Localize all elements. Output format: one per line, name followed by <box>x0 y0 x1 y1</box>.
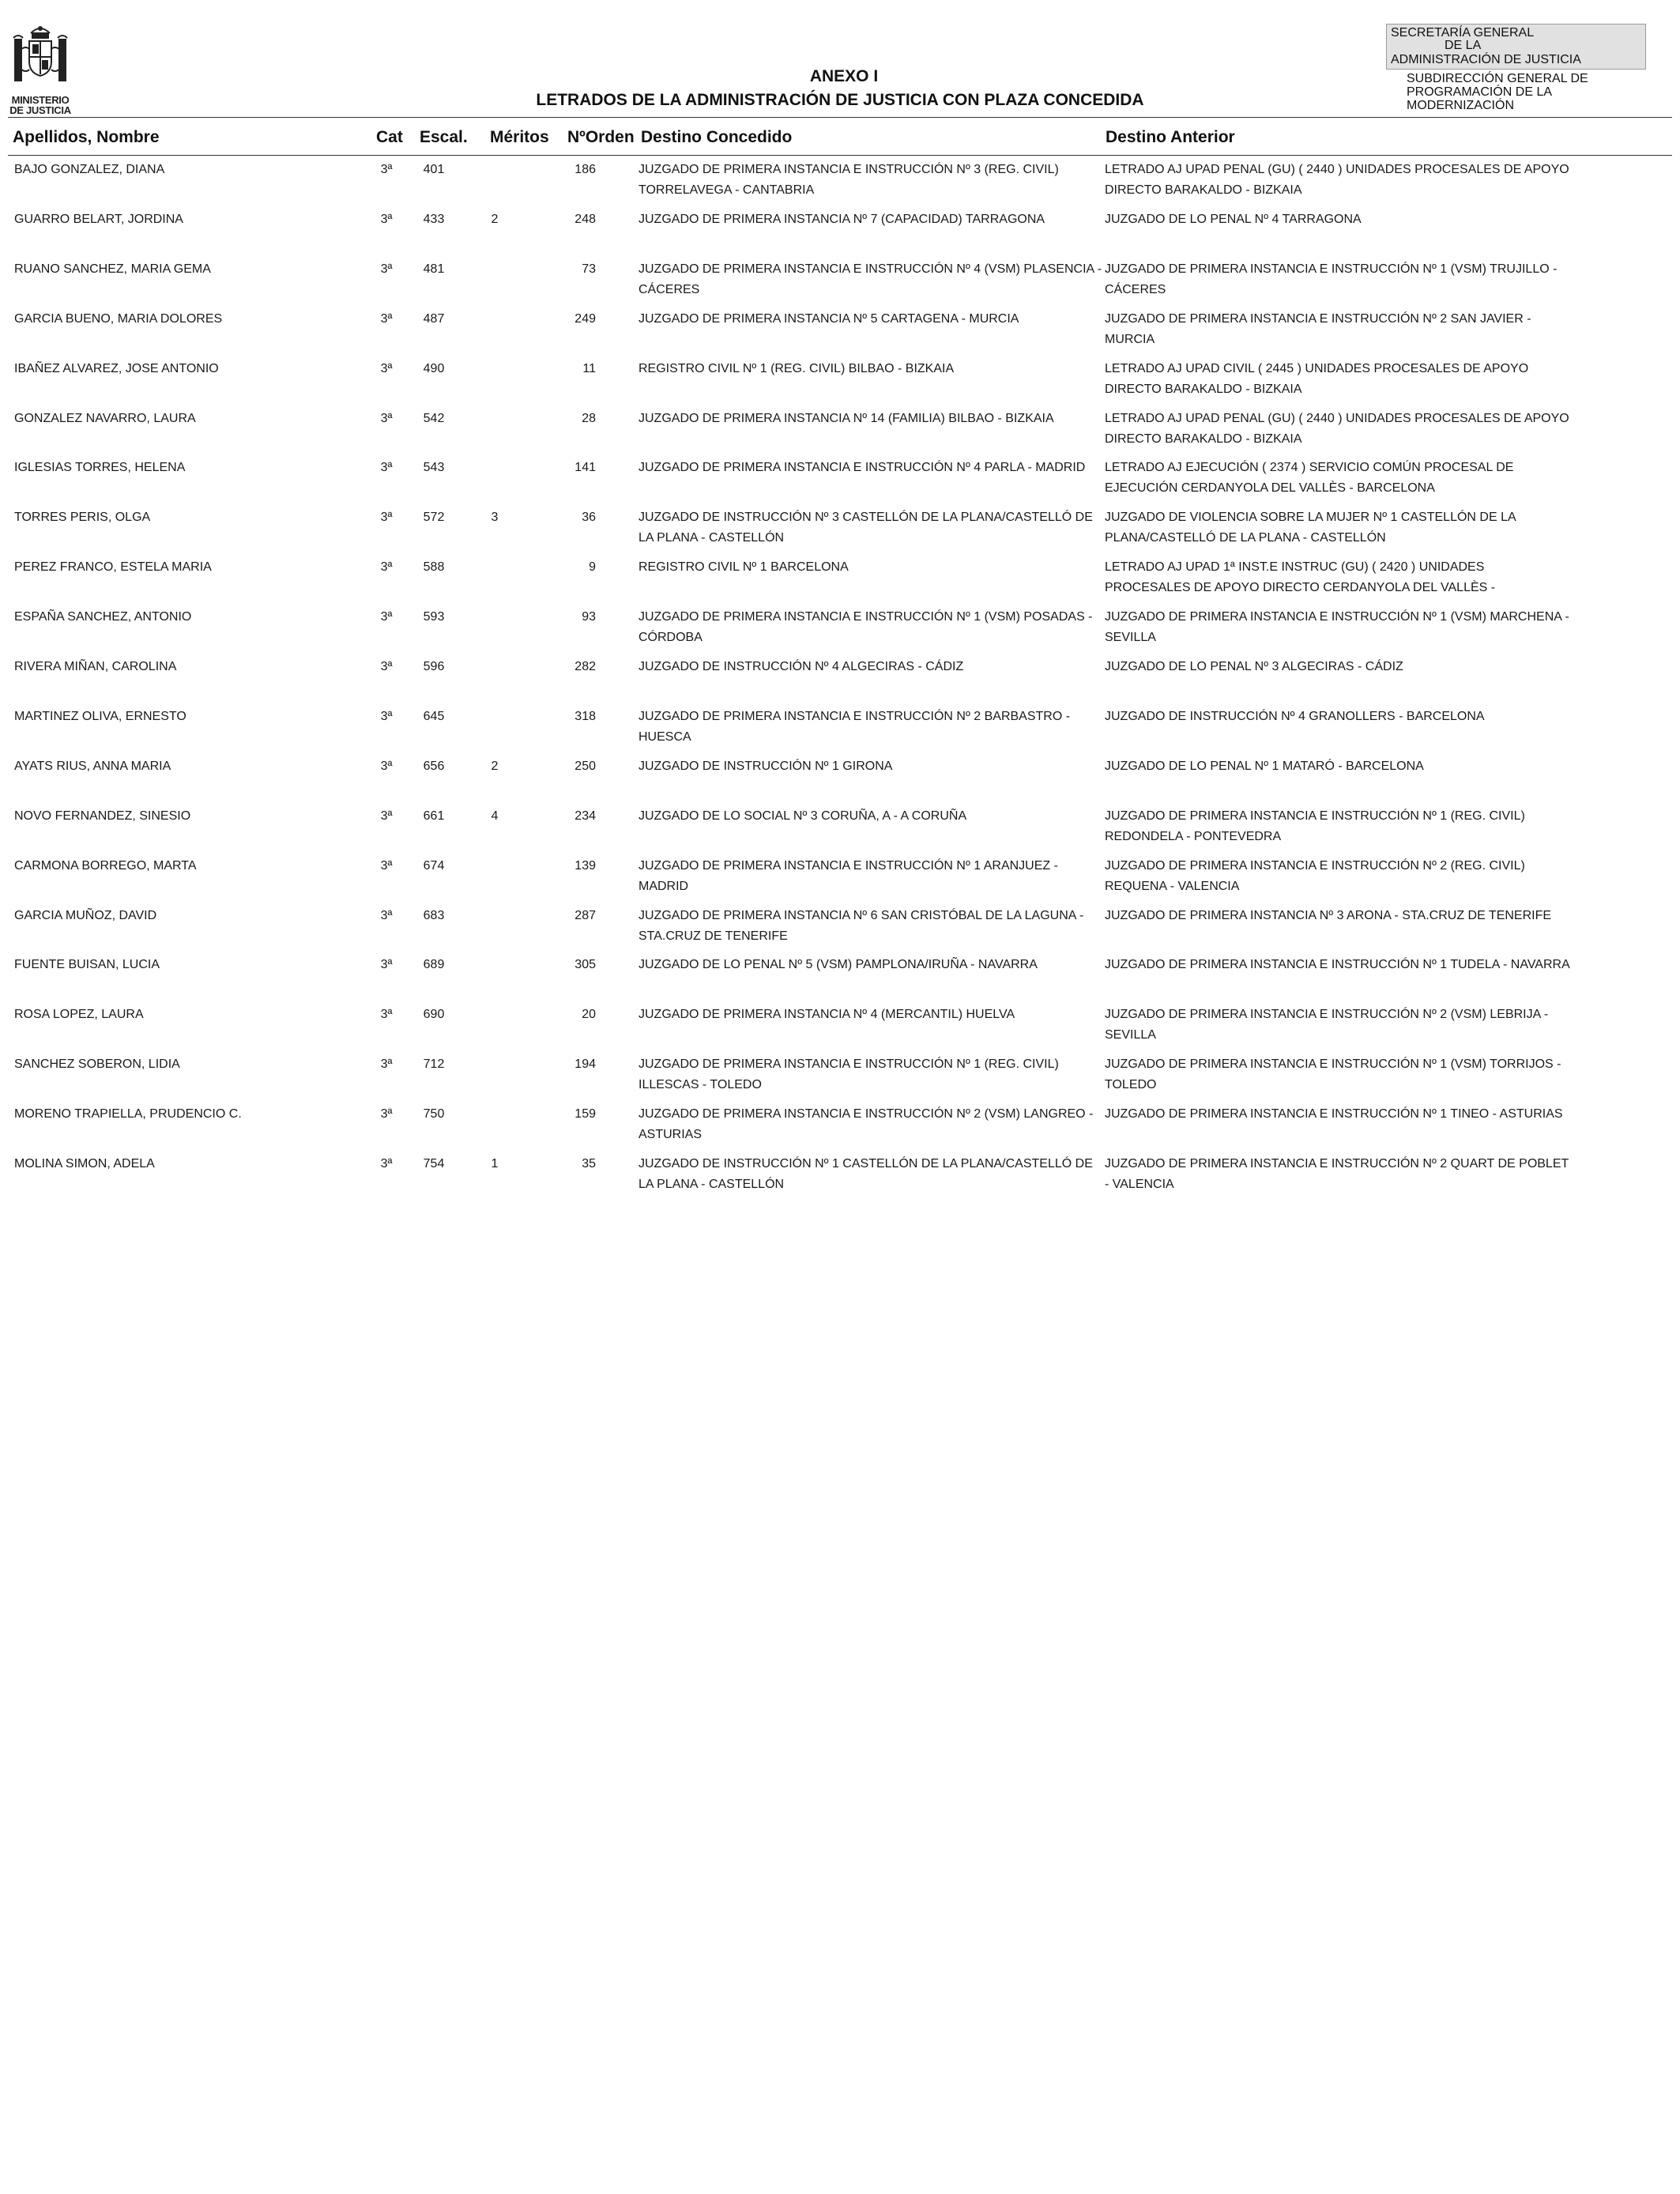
cell-destino: JUZGADO DE INSTRUCCIÓN Nº 1 GIRONA <box>638 759 893 773</box>
page-title: LETRADOS DE LA ADMINISTRACIÓN DE JUSTICIA CON PLAZA CONCEDIDA <box>536 91 1144 109</box>
cell-anterior: JUZGADO DE PRIMERA INSTANCIA E INSTRUCCIÓN Nº 1 TINEO - ASTURIAS <box>1105 1107 1563 1122</box>
cell-cat: 3ª <box>380 858 393 873</box>
cell-destino: JUZGADO DE PRIMERA INSTANCIA Nº 14 (FAMILIA) BILBAO - BIZKAIA <box>638 411 1054 425</box>
cell-destino: JUZGADO DE LO SOCIAL Nº 3 CORUÑA, A - A CORUÑA <box>638 809 967 823</box>
cell-cat: 3ª <box>380 610 393 624</box>
cell-cat: 3ª <box>380 511 393 525</box>
column-header-escal: Escal. <box>420 128 468 146</box>
cell-name: SANCHEZ SOBERON, LIDIA <box>14 1057 180 1072</box>
table-row <box>0 955 1680 1005</box>
cell-name: GARCIA MUÑOZ, DAVID <box>14 908 157 922</box>
cell-anterior: JUZGADO DE PRIMERA INSTANCIA E INSTRUCCIÓN Nº 1 (VSM) TRUJILLO - CÁCERES <box>1105 262 1558 296</box>
cell-name: PEREZ FRANCO, ESTELA MARIA <box>14 560 212 575</box>
cell-destino: JUZGADO DE PRIMERA INSTANCIA E INSTRUCCIÓN Nº 4 PARLA - MADRID <box>638 461 1086 475</box>
box-line3: ADMINISTRACIÓN DE JUSTICIA <box>1391 53 1581 66</box>
cell-anterior: JUZGADO DE INSTRUCCIÓN Nº 4 GRANOLLERS - BARCELONA <box>1105 709 1485 723</box>
table-row <box>0 657 1680 707</box>
cell-cat: 3ª <box>380 1157 393 1171</box>
table-row <box>0 906 1680 956</box>
cell-cat: 3ª <box>380 411 393 425</box>
cell-anterior: JUZGADO DE PRIMERA INSTANCIA E INSTRUCCIÓN Nº 1 TUDELA - NAVARRA <box>1105 958 1570 972</box>
table-row <box>0 557 1680 607</box>
cell-anterior: JUZGADO DE PRIMERA INSTANCIA E INSTRUCCIÓN Nº 2 QUART DE POBLET - VALENCIA <box>1105 1157 1569 1191</box>
cell-orden: 250 <box>574 759 596 773</box>
cell-anterior: LETRADO AJ UPAD CIVIL ( 2445 ) UNIDADES PROCESALES DE APOYO DIRECTO BARAKALDO - BIZKAIA <box>1105 361 1529 396</box>
cell-cat: 3ª <box>380 660 393 673</box>
cell-name: RIVERA MIÑAN, CAROLINA <box>14 660 177 673</box>
cell-destino: REGISTRO CIVIL Nº 1 (REG. CIVIL) BILBAO - BIZKAIA <box>638 361 955 375</box>
cell-escal: 542 <box>423 411 445 425</box>
table-row <box>0 1154 1680 1204</box>
cell-escal: 689 <box>423 958 445 972</box>
cell-destino: REGISTRO CIVIL Nº 1 BARCELONA <box>638 560 849 575</box>
column-header-anterior: Destino Anterior <box>1106 128 1235 146</box>
cell-name: GONZALEZ NAVARRO, LAURA <box>14 411 196 425</box>
cell-escal: 674 <box>423 858 445 873</box>
cell-meritos: 3 <box>491 511 499 525</box>
cell-orden: 141 <box>574 461 596 475</box>
cell-orden: 93 <box>582 610 596 624</box>
cell-destino: JUZGADO DE PRIMERA INSTANCIA E INSTRUCCIÓN Nº 2 BARBASTRO - HUESCA <box>638 709 1071 744</box>
cell-orden: 248 <box>574 212 596 226</box>
cell-anterior: JUZGADO DE LO PENAL Nº 4 TARRAGONA <box>1105 212 1362 226</box>
box-line1: SECRETARÍA GENERAL <box>1391 26 1535 40</box>
cell-escal: 690 <box>423 1008 445 1022</box>
table-row <box>0 409 1680 458</box>
cell-anterior: LETRADO AJ UPAD 1ª INST.E INSTRUC (GU) ( 2420 ) UNIDADES PROCESALES DE APOYO DIRECTO CERDANYOLA DEL VALLÈS - <box>1105 560 1496 595</box>
cell-cat: 3ª <box>380 361 393 375</box>
cell-name: CARMONA BORREGO, MARTA <box>14 858 197 873</box>
table-row <box>0 756 1680 806</box>
cell-cat: 3ª <box>380 262 393 276</box>
cell-cat: 3ª <box>380 908 393 922</box>
cell-orden: 9 <box>589 560 596 575</box>
table-row <box>0 507 1680 557</box>
table-row <box>0 1005 1680 1054</box>
cell-escal: 481 <box>423 262 445 276</box>
cell-anterior: JUZGADO DE PRIMERA INSTANCIA E INSTRUCCIÓN Nº 2 (REG. CIVIL) REQUENA - VALENCIA <box>1105 858 1525 893</box>
cell-destino: JUZGADO DE PRIMERA INSTANCIA E INSTRUCCIÓN Nº 1 (VSM) POSADAS - CÓRDOBA <box>638 610 1093 645</box>
table-row <box>0 1104 1680 1154</box>
cell-destino: JUZGADO DE PRIMERA INSTANCIA E INSTRUCCIÓN Nº 2 (VSM) LANGREO - ASTURIAS <box>638 1107 1094 1142</box>
cell-anterior: JUZGADO DE PRIMERA INSTANCIA E INSTRUCCIÓN Nº 1 (REG. CIVIL) REDONDELA - PONTEVEDRA <box>1105 809 1525 843</box>
cell-anterior: LETRADO AJ UPAD PENAL (GU) ( 2440 ) UNIDADES PROCESALES DE APOYO DIRECTO BARAKALDO - BIZKAIA <box>1105 163 1569 197</box>
cell-orden: 194 <box>574 1057 596 1072</box>
cell-anterior: JUZGADO DE LO PENAL Nº 1 MATARÓ - BARCELONA <box>1105 759 1424 773</box>
cell-destino: JUZGADO DE PRIMERA INSTANCIA E INSTRUCCIÓN Nº 3 (REG. CIVIL) TORRELAVEGA - CANTABRIA <box>638 163 1059 197</box>
subdireccion-label <box>1407 72 1588 112</box>
cell-escal: 490 <box>423 361 445 375</box>
cell-destino: JUZGADO DE INSTRUCCIÓN Nº 1 CASTELLÓN DE LA PLANA/CASTELLÓ DE LA PLANA - CASTELLÓN <box>638 1157 1093 1191</box>
table-row <box>0 707 1680 756</box>
cell-orden: 159 <box>574 1107 596 1122</box>
cell-escal: 645 <box>423 709 445 723</box>
cell-cat: 3ª <box>380 212 393 226</box>
cell-cat: 3ª <box>380 560 393 575</box>
column-header-name: Apellidos, Nombre <box>13 128 160 146</box>
cell-name: TORRES PERIS, OLGA <box>14 511 151 525</box>
subdir-line2: PROGRAMACIÓN DE LA <box>1407 85 1553 99</box>
cell-anterior: JUZGADO DE PRIMERA INSTANCIA E INSTRUCCIÓN Nº 1 (VSM) MARCHENA - SEVILLA <box>1105 610 1569 645</box>
cell-escal: 683 <box>423 908 445 922</box>
cell-escal: 750 <box>423 1107 445 1122</box>
cell-destino: JUZGADO DE PRIMERA INSTANCIA E INSTRUCCIÓN Nº 1 ARANJUEZ - MADRID <box>638 858 1058 893</box>
ministry-label-line1: MINISTERIO <box>11 94 70 106</box>
table-row <box>0 806 1680 856</box>
cell-anterior: JUZGADO DE VIOLENCIA SOBRE LA MUJER Nº 1 CASTELLÓN DE LA PLANA/CASTELLÓ DE LA PLANA - CASTELLÓN <box>1105 511 1516 545</box>
cell-name: MARTINEZ OLIVA, ERNESTO <box>14 709 186 723</box>
cell-anterior: JUZGADO DE LO PENAL Nº 3 ALGECIRAS - CÁDIZ <box>1105 660 1403 673</box>
cell-meritos: 4 <box>491 809 499 823</box>
cell-orden: 305 <box>574 958 596 972</box>
box-line2: DE LA <box>1445 39 1482 52</box>
cell-anterior: JUZGADO DE PRIMERA INSTANCIA E INSTRUCCIÓN Nº 2 (VSM) LEBRIJA - SEVILLA <box>1105 1008 1549 1042</box>
cell-escal: 543 <box>423 461 445 475</box>
ministry-label-line2: DE JUSTICIA <box>9 104 71 116</box>
column-header-meritos: Méritos <box>490 128 549 146</box>
cell-cat: 3ª <box>380 1057 393 1072</box>
table-row <box>0 259 1680 309</box>
cell-orden: 35 <box>582 1157 596 1171</box>
cell-anterior: JUZGADO DE PRIMERA INSTANCIA E INSTRUCCIÓN Nº 2 SAN JAVIER - MURCIA <box>1105 311 1531 346</box>
subdir-line1: SUBDIRECCIÓN GENERAL DE <box>1407 72 1588 85</box>
table-row <box>0 1054 1680 1104</box>
cell-orden: 249 <box>574 311 596 326</box>
cell-destino: JUZGADO DE INSTRUCCIÓN Nº 4 ALGECIRAS - CÁDIZ <box>638 660 964 673</box>
table-row <box>0 209 1680 259</box>
cell-escal: 487 <box>423 311 445 326</box>
cell-escal: 596 <box>423 660 445 673</box>
cell-orden: 36 <box>582 511 596 525</box>
cell-orden: 73 <box>582 262 596 276</box>
cell-name: MORENO TRAPIELLA, PRUDENCIO C. <box>14 1107 242 1122</box>
cell-name: FUENTE BUISAN, LUCIA <box>14 958 160 972</box>
cell-name: GUARRO BELART, JORDINA <box>14 212 183 226</box>
subdir-line3: MODERNIZACIÓN <box>1407 99 1514 112</box>
cell-cat: 3ª <box>380 759 393 773</box>
table-row <box>0 359 1680 409</box>
cell-meritos: 1 <box>491 1157 499 1171</box>
cell-cat: 3ª <box>380 1107 393 1122</box>
cell-escal: 572 <box>423 511 445 525</box>
cell-name: ESPAÑA SANCHEZ, ANTONIO <box>14 610 192 624</box>
cell-name: BAJO GONZALEZ, DIANA <box>14 163 165 176</box>
cell-anterior: LETRADO AJ EJECUCIÓN ( 2374 ) SERVICIO COMÚN PROCESAL DE EJECUCIÓN CERDANYOLA DEL VALLÈS - BARCELONA <box>1105 461 1514 496</box>
cell-escal: 661 <box>423 809 445 823</box>
cell-orden: 186 <box>574 163 596 176</box>
cell-name: GARCIA BUENO, MARIA DOLORES <box>14 311 223 326</box>
cell-orden: 318 <box>574 709 596 723</box>
cell-cat: 3ª <box>380 311 393 326</box>
header-divider-top <box>8 117 1672 118</box>
table-row <box>0 856 1680 906</box>
cell-cat: 3ª <box>380 709 393 723</box>
cell-destino: JUZGADO DE PRIMERA INSTANCIA Nº 4 (MERCANTIL) HUELVA <box>638 1008 1015 1022</box>
header-divider-bottom <box>8 155 1672 156</box>
cell-name: IBAÑEZ ALVAREZ, JOSE ANTONIO <box>14 361 219 375</box>
cell-escal: 401 <box>423 163 445 176</box>
cell-anterior: LETRADO AJ UPAD PENAL (GU) ( 2440 ) UNIDADES PROCESALES DE APOYO DIRECTO BARAKALDO - BIZKAIA <box>1105 411 1569 446</box>
cell-name: RUANO SANCHEZ, MARIA GEMA <box>14 262 211 276</box>
secretaria-general-box <box>1386 24 1646 70</box>
cell-destino: JUZGADO DE PRIMERA INSTANCIA E INSTRUCCIÓN Nº 4 (VSM) PLASENCIA - CÁCERES <box>638 262 1102 296</box>
cell-escal: 433 <box>423 212 445 226</box>
cell-destino: JUZGADO DE PRIMERA INSTANCIA Nº 6 SAN CRISTÓBAL DE LA LAGUNA - STA.CRUZ DE TENERIFE <box>638 908 1084 943</box>
table-row <box>0 458 1680 507</box>
cell-destino: JUZGADO DE PRIMERA INSTANCIA E INSTRUCCIÓN Nº 1 (REG. CIVIL) ILLESCAS - TOLEDO <box>638 1057 1059 1092</box>
cell-escal: 712 <box>423 1057 445 1072</box>
cell-meritos: 2 <box>491 212 499 226</box>
cell-escal: 656 <box>423 759 445 773</box>
table-row <box>0 607 1680 657</box>
cell-orden: 28 <box>582 411 596 425</box>
cell-orden: 20 <box>582 1008 596 1022</box>
cell-destino: JUZGADO DE PRIMERA INSTANCIA Nº 7 (CAPACIDAD) TARRAGONA <box>638 212 1045 226</box>
cell-name: NOVO FERNANDEZ, SINESIO <box>14 809 191 823</box>
cell-cat: 3ª <box>380 461 393 475</box>
cell-meritos: 2 <box>491 759 499 773</box>
cell-cat: 3ª <box>380 958 393 972</box>
cell-orden: 287 <box>574 908 596 922</box>
table-row <box>0 160 1680 209</box>
cell-orden: 11 <box>582 361 596 375</box>
cell-name: IGLESIAS TORRES, HELENA <box>14 461 186 475</box>
cell-orden: 139 <box>574 858 596 873</box>
cell-cat: 3ª <box>380 1008 393 1022</box>
cell-destino: JUZGADO DE INSTRUCCIÓN Nº 3 CASTELLÓN DE LA PLANA/CASTELLÓ DE LA PLANA - CASTELLÓN <box>638 511 1093 545</box>
cell-anterior: JUZGADO DE PRIMERA INSTANCIA Nº 3 ARONA - STA.CRUZ DE TENERIFE <box>1105 908 1552 922</box>
cell-destino: JUZGADO DE PRIMERA INSTANCIA Nº 5 CARTAGENA - MURCIA <box>638 311 1019 326</box>
column-header-cat: Cat <box>376 128 403 146</box>
cell-escal: 593 <box>423 610 445 624</box>
table-row <box>0 309 1680 359</box>
column-header-destino: Destino Concedido <box>641 128 793 146</box>
column-header-orden: NºOrden <box>567 128 635 146</box>
cell-anterior: JUZGADO DE PRIMERA INSTANCIA E INSTRUCCIÓN Nº 1 (VSM) TORRIJOS - TOLEDO <box>1105 1057 1561 1092</box>
cell-name: AYATS RIUS, ANNA MARIA <box>14 759 171 773</box>
cell-orden: 282 <box>574 660 596 673</box>
annex-label: ANEXO I <box>809 67 879 85</box>
cell-escal: 754 <box>423 1157 445 1171</box>
cell-name: MOLINA SIMON, ADELA <box>14 1157 155 1171</box>
cell-orden: 234 <box>574 809 596 823</box>
cell-escal: 588 <box>423 560 445 575</box>
cell-cat: 3ª <box>380 809 393 823</box>
cell-cat: 3ª <box>380 163 393 176</box>
cell-name: ROSA LOPEZ, LAURA <box>14 1008 144 1022</box>
cell-destino: JUZGADO DE LO PENAL Nº 5 (VSM) PAMPLONA/IRUÑA - NAVARRA <box>638 958 1038 972</box>
